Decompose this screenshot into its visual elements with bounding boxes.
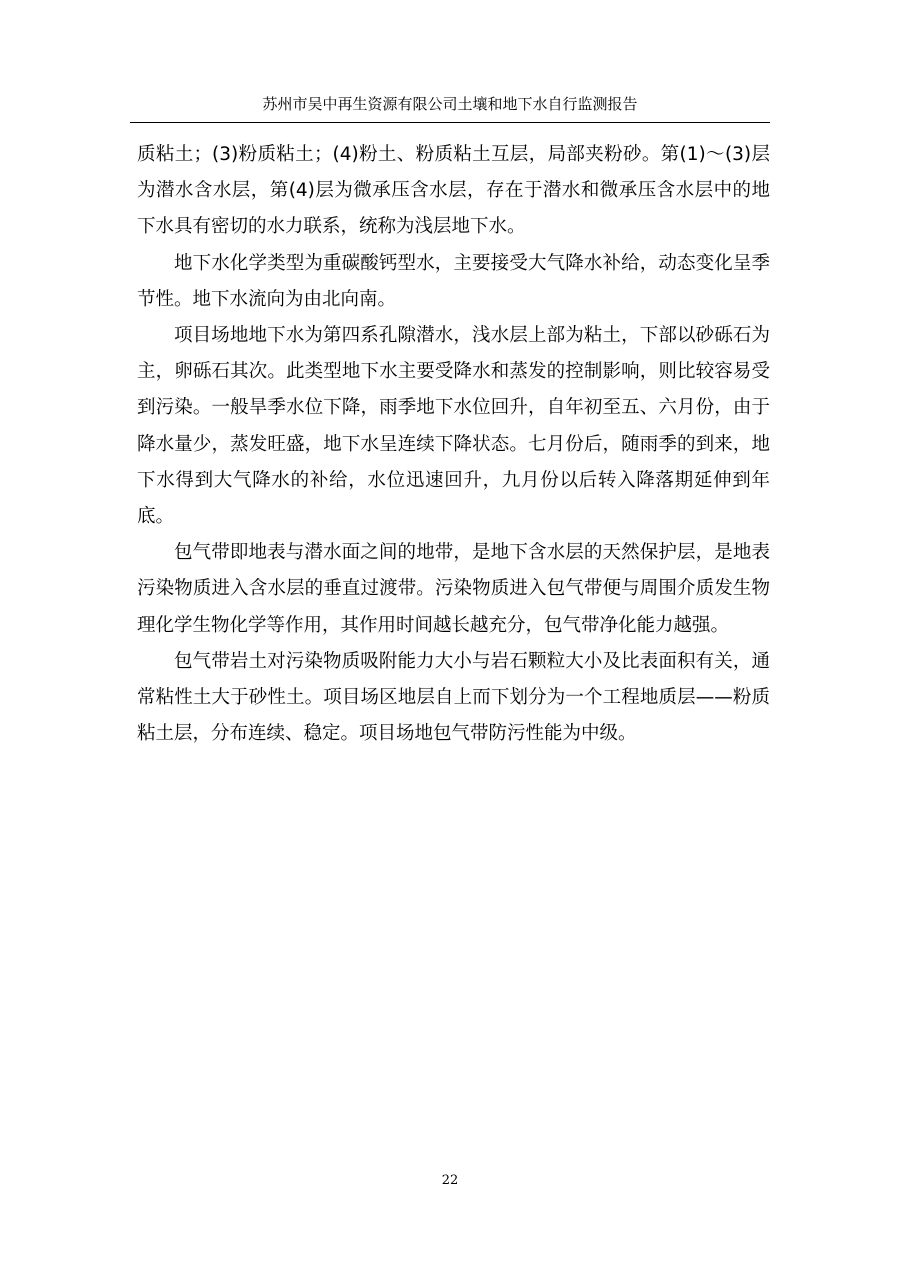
document-body [137, 137, 770, 752]
page-header [130, 94, 770, 123]
paragraph-vadose-zone-adsorption: 包气带岩土对污染物质吸附能力大小与岩石颗粒大小及比表面积有关，通常粘性土大于砂性土。项目场区地层自上而下划分为一个工程地质层——粉质粘土层，分布连续、稳定。项目场地包气带防污性能为中级。 [137, 650, 770, 745]
paragraph-phreatic-water: 项目场地地下水为第四系孔隙潜水，浅水层上部为粘土，下部以砂砾石为主，卵砾石其次。此类型地下水主要受降水和蒸发的控制影响，则比较容易受到污染。一般旱季水位下降，雨季地下水位回升，自年初至五、六月份，由于降水量少，蒸发旺盛，地下水呈连续下降状态。七月份后，随雨季的到来，地下水得到大气降水的补给，水位迅速回升，九月份以后转入降落期延伸到年底。 [137, 325, 770, 528]
report-title: 苏州市吴中再生资源有限公司土壤和地下水自行监测报告 [262, 95, 638, 113]
paragraph-vadose-zone: 包气带即地表与潜水面之间的地带，是地下含水层的天然保护层，是地表污染物质进入含水层的垂直过渡带。污染物质进入包气带便与周围介质发生物理化学生物化学等作用，其作用时间越长越充分，包气带净化能力越强。 [137, 542, 770, 636]
paragraph-continuation: 质粘土；(3)粉质粘土；(4)粉土、粉质粘土互层，局部夹粉砂。第(1)～(3)层为潜水含水层，第(4)层为微承压含水层，存在于潜水和微承压含水层中的地下水具有密切的水力联系，统称为浅层地下水。 [137, 144, 770, 238]
page-number: 22 [441, 1173, 459, 1188]
paragraph-groundwater-chemistry: 地下水化学类型为重碳酸钙型水，主要接受大气降水补给，动态变化呈季节性。地下水流向为由北向南。 [137, 252, 770, 310]
